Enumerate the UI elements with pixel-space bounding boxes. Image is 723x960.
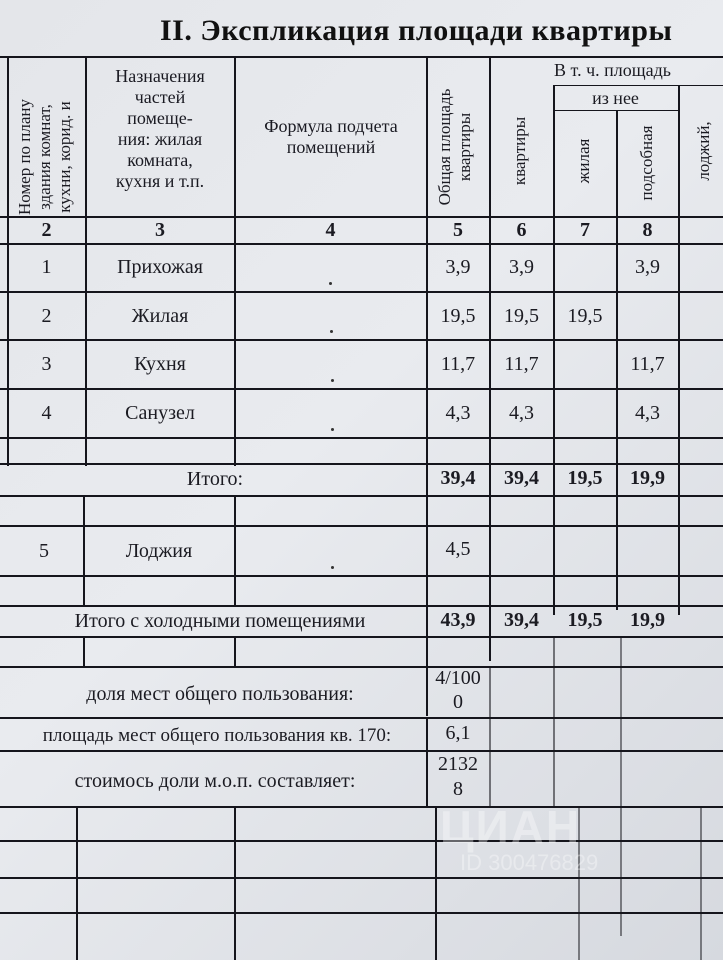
row-number: 1 — [41, 256, 52, 278]
cell-total: 11,7 — [440, 353, 476, 375]
col-numbers-bottom-line — [0, 243, 723, 245]
row-line — [0, 750, 723, 752]
row-line — [0, 388, 723, 390]
cell-apt: 4,3 — [509, 402, 534, 424]
row-line — [0, 495, 723, 497]
room-name: Санузел — [125, 402, 195, 424]
row-number: 3 — [41, 353, 52, 375]
subtotal-apt: 39,4 — [504, 467, 539, 489]
col-border — [553, 636, 555, 806]
col-number: 7 — [580, 219, 590, 241]
col-border — [234, 636, 236, 668]
header-subgroup-label: из нее — [592, 88, 639, 108]
header-col7-rotated: жилая — [574, 138, 593, 184]
header-col1-line2: здания комнат, — [35, 104, 54, 210]
total-cold-aux: 19,9 — [630, 609, 665, 631]
row-line — [0, 525, 723, 527]
row-number: 2 — [41, 305, 52, 327]
row-line — [0, 291, 723, 293]
dot-mark — [331, 379, 334, 382]
col-number: 4 — [325, 219, 336, 241]
room-name: Кухня — [134, 353, 186, 375]
col-number: 3 — [155, 219, 165, 241]
col-border — [678, 85, 680, 615]
header-col1-line3: кухни, корид. и — [55, 101, 74, 213]
loggia-name: Лоджия — [125, 540, 193, 562]
row-line — [0, 806, 723, 808]
row-line — [0, 840, 723, 842]
watermark-id: ID 300476829 — [460, 850, 599, 875]
cost-value — [427, 752, 489, 802]
header-col3-line3: помеще- — [127, 108, 193, 128]
col-border — [620, 636, 622, 936]
share-value-line1: 4/100 — [435, 667, 481, 689]
header-col9-rotated: лоджий, — [694, 121, 713, 181]
col-number: 6 — [516, 219, 527, 241]
share-value-line2: 0 — [453, 691, 463, 713]
row-line — [0, 666, 723, 668]
share-value — [427, 666, 489, 714]
row-number: 4 — [41, 402, 52, 424]
cell-aux: 11,7 — [630, 353, 665, 375]
room-name: Жилая — [131, 305, 189, 327]
subtotal-total: 39,4 — [440, 467, 476, 489]
subtotal-label: Итого: — [186, 468, 244, 490]
header-col3-line1: Назначения — [115, 66, 205, 86]
col-border — [234, 806, 236, 960]
subtotal-living: 19,5 — [567, 467, 603, 489]
total-cold-apt: 39,4 — [504, 609, 539, 631]
header-bottom-line — [0, 216, 723, 218]
row-line — [0, 912, 723, 914]
row-line — [0, 636, 723, 638]
cost-label: стоимось доли м.о.п. составляет: — [74, 770, 356, 792]
col-border — [234, 495, 236, 607]
cell-aux: 3,9 — [635, 256, 660, 278]
total-cold-total: 43,9 — [440, 609, 476, 631]
col-border — [76, 806, 78, 960]
loggia-number: 5 — [39, 540, 49, 562]
header-col3-line2: частей — [134, 87, 186, 107]
loggia-total: 4,5 — [445, 538, 471, 560]
total-cold-living: 19,5 — [567, 609, 603, 631]
header-col3 — [88, 66, 232, 192]
row-line — [0, 877, 723, 879]
col-number: 8 — [642, 219, 653, 241]
header-col5-line1: Общая площадь — [435, 88, 454, 206]
room-name: Прихожая — [117, 256, 203, 278]
cell-living: 19,5 — [567, 305, 603, 327]
header-col5-rotated — [435, 72, 479, 222]
watermark-logo: ЦИАН — [440, 801, 582, 853]
col-number: 5 — [453, 219, 463, 241]
dot-mark — [331, 566, 334, 569]
header-col1-rotated — [15, 77, 77, 237]
group-header-line — [553, 85, 723, 86]
col-border — [83, 636, 85, 668]
header-col1-line1: Номер по плану — [15, 98, 34, 216]
common-area-value: 6,1 — [445, 722, 471, 744]
row-line — [0, 575, 723, 577]
dot-mark — [329, 282, 332, 285]
row-line — [0, 605, 723, 607]
dot-mark — [330, 330, 333, 333]
cell-aux: 4,3 — [635, 402, 660, 424]
cell-total: 3,9 — [445, 256, 471, 278]
header-col3-line5: комната, — [127, 150, 193, 170]
share-label: доля мест общего пользования: — [86, 683, 354, 705]
common-area-label: площадь мест общего пользования кв. 170: — [42, 725, 392, 746]
header-col6-rotated: квартиры — [510, 116, 529, 186]
document-title: II. Экспликация площади квартиры — [160, 14, 673, 47]
col-border — [553, 85, 555, 615]
row-line — [0, 717, 723, 719]
row-line — [0, 339, 723, 341]
dot-mark — [331, 428, 334, 431]
cell-total: 19,5 — [440, 305, 476, 327]
header-group-label: В т. ч. площадь — [554, 60, 671, 80]
cell-apt: 3,9 — [509, 256, 534, 278]
cost-value-line2: 8 — [453, 778, 463, 800]
row-line — [0, 437, 723, 439]
header-col3-line4: ния: жилая — [117, 129, 203, 149]
subtotal-aux: 19,9 — [630, 467, 665, 489]
cell-apt: 11,7 — [504, 353, 539, 375]
header-col4-line2: помещений — [286, 137, 376, 157]
header-col5-line2: квартиры — [455, 112, 474, 182]
col-border — [489, 666, 491, 808]
cell-total: 4,3 — [445, 402, 471, 424]
col-number: 2 — [41, 219, 52, 241]
total-cold-label: Итого с холодными помещениями — [74, 610, 366, 632]
table-border-top — [0, 56, 723, 58]
header-col4 — [236, 116, 426, 158]
col-border — [700, 806, 702, 960]
header-col4-line1: Формула подчета — [264, 116, 398, 136]
row-line — [0, 463, 723, 465]
header-col3-line6: кухня и т.п. — [115, 171, 205, 191]
cell-apt: 19,5 — [504, 305, 539, 327]
col-border — [435, 806, 437, 960]
cost-value-line1: 2132 — [438, 753, 478, 775]
header-col8-rotated: подсобная — [637, 125, 656, 201]
